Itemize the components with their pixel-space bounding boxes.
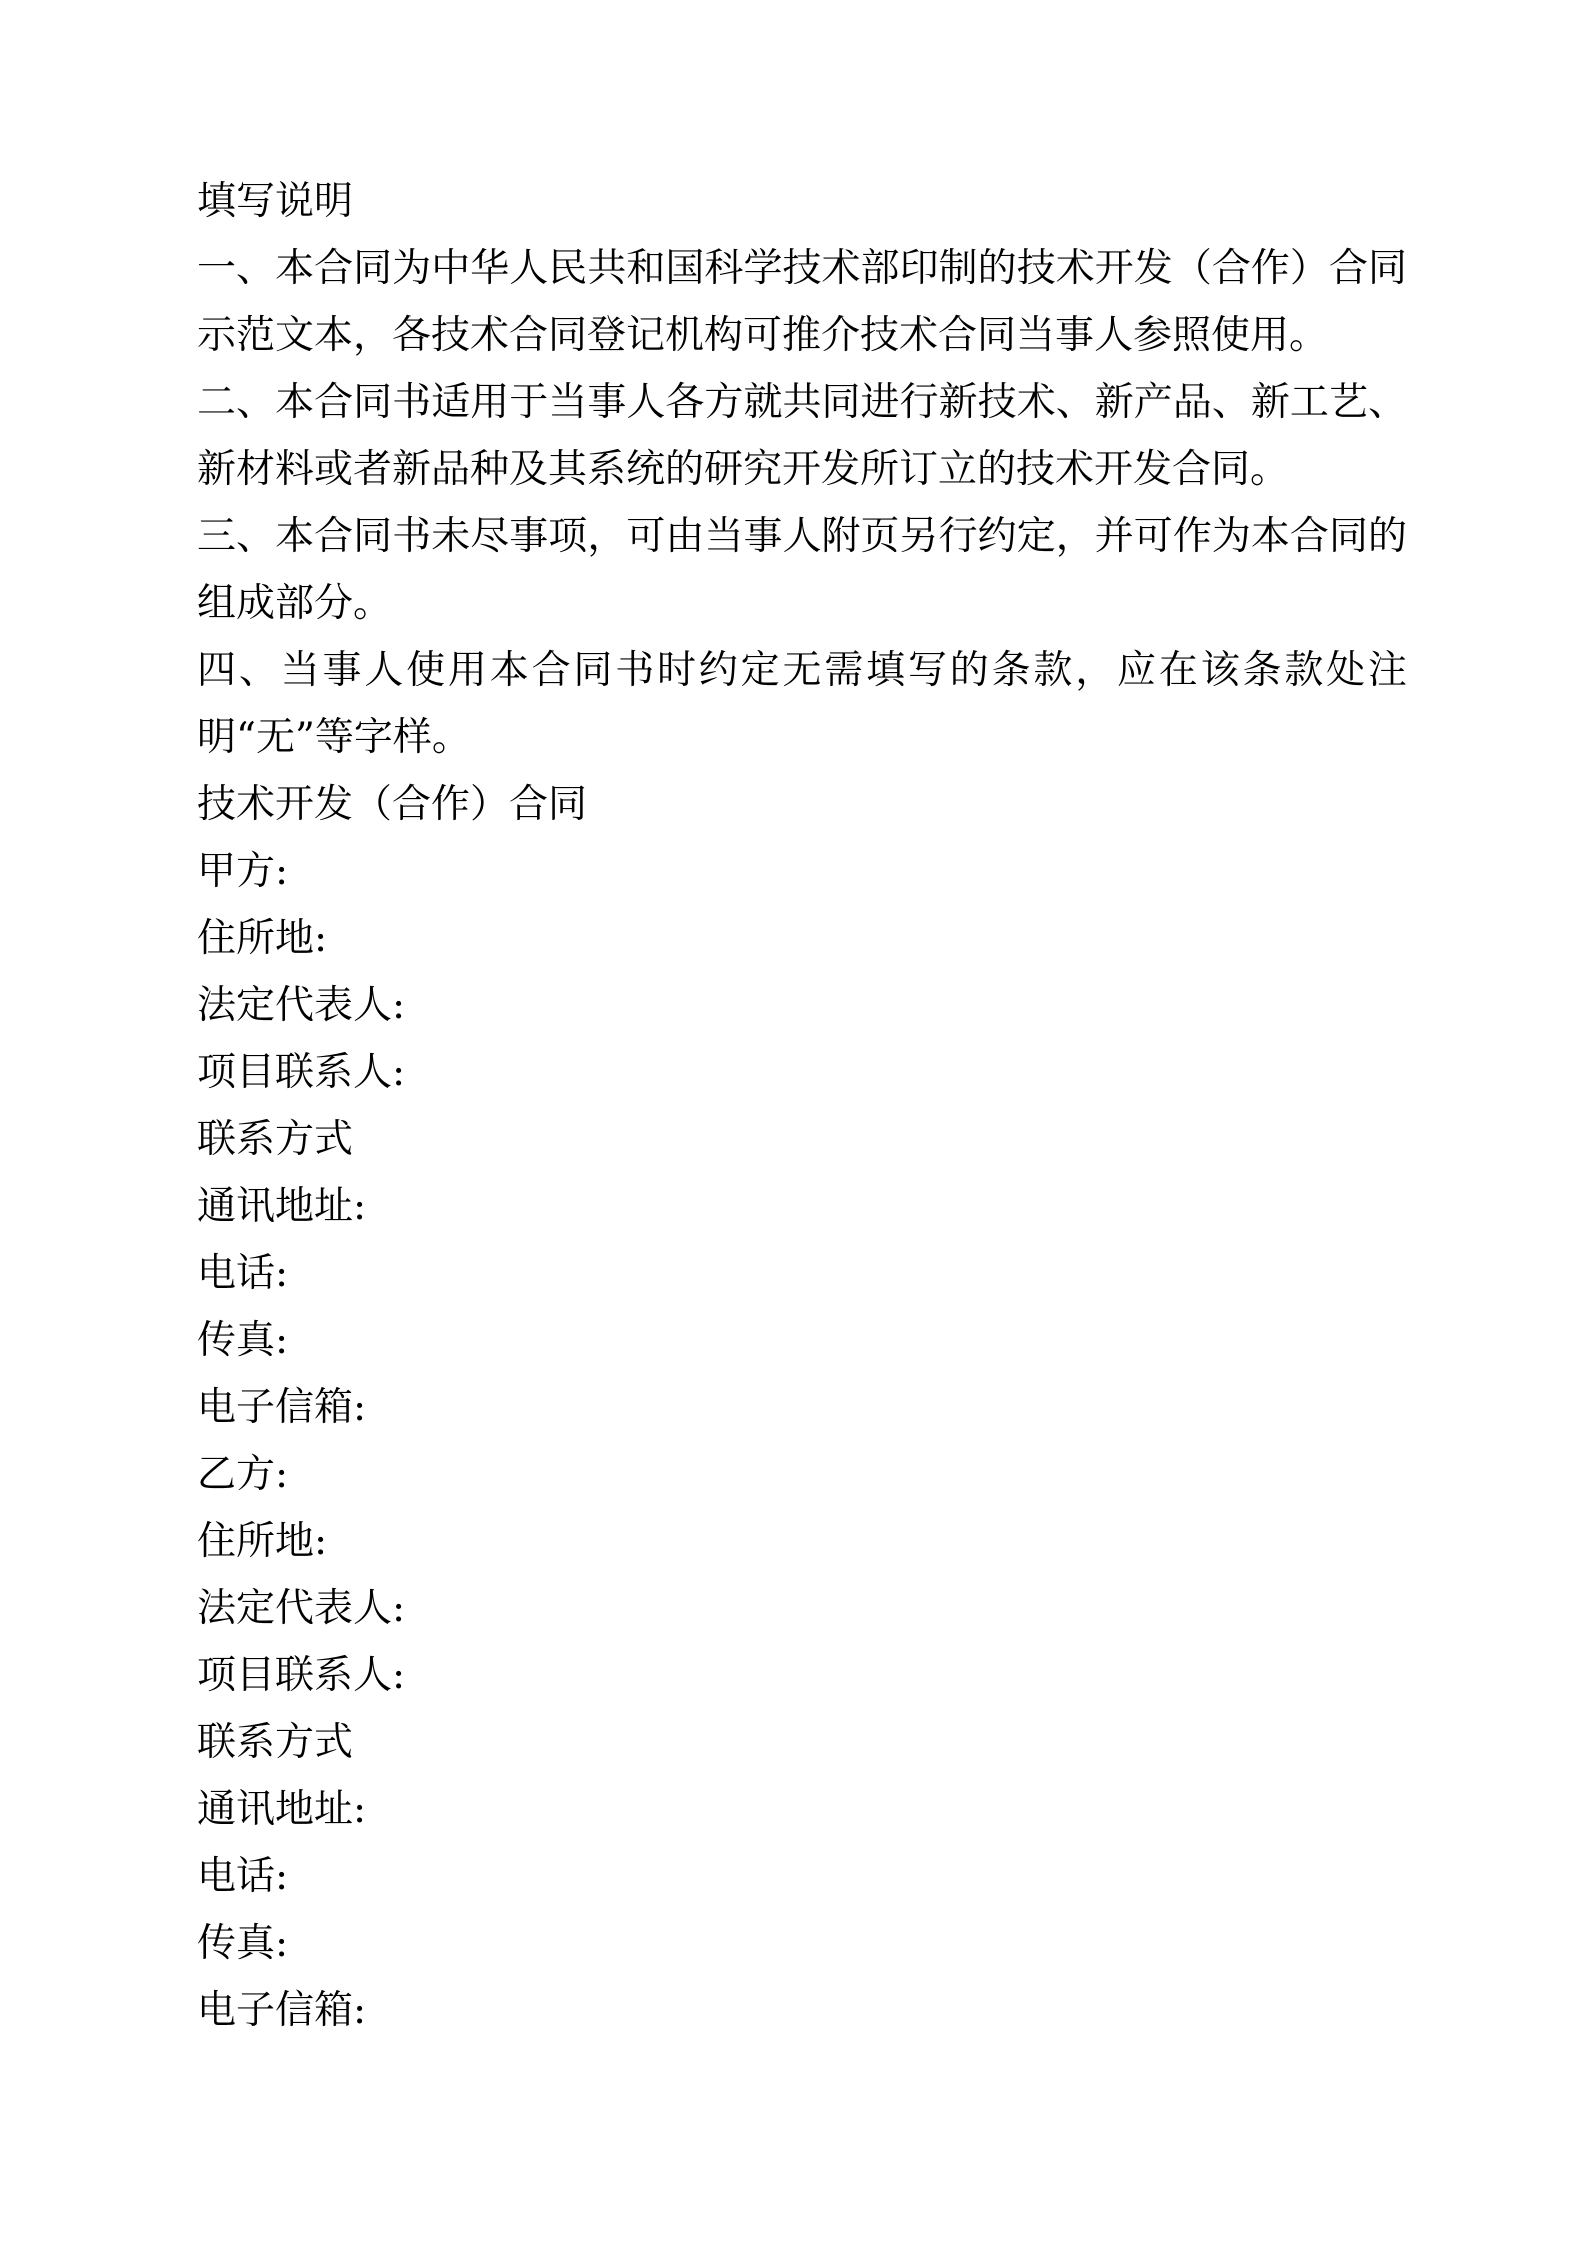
party-a-email-label: 电子信箱: [197, 1385, 367, 1430]
party-b-fax-label: 传真: [197, 1921, 289, 1966]
party-a-phone-label: 电话: [197, 1251, 289, 1296]
party-b-phone-label: 电话: [197, 1854, 289, 1899]
party-b-contact-method-label: 联系方式 [197, 1720, 354, 1765]
party-a-mail-address-label: 通讯地址: [197, 1184, 367, 1229]
party-a-contact-method-label: 联系方式 [197, 1117, 354, 1162]
party-a-legal-rep-label: 法定代表人: [197, 983, 406, 1028]
party-a-address-label: 住所地: [197, 916, 328, 961]
instructions-heading: 填写说明 [197, 179, 354, 224]
party-a-contact-person-label: 项目联系人: [197, 1050, 406, 1095]
instruction-item-4: 四、当事人使用本合同书时约定无需填写的条款，应在该条款处注明“无”等字样。 [197, 648, 1407, 760]
instruction-item-1: 一、本合同为中华人民共和国科学技术部印制的技术开发（合作）合同示范文本，各技术合同登记机构可推介技术合同当事人参照使用。 [197, 246, 1407, 358]
instruction-item-3: 三、本合同书未尽事项，可由当事人附页另行约定，并可作为本合同的组成部分。 [197, 514, 1407, 626]
party-b-section [197, 1441, 1407, 2044]
party-a-fax-label: 传真: [197, 1318, 289, 1363]
document-page [197, 168, 1407, 2044]
party-b-mail-address-label: 通讯地址: [197, 1787, 367, 1832]
party-a-name-label: 甲方: [197, 849, 289, 894]
party-a-section [197, 838, 1407, 1441]
instruction-item-2: 二、本合同书适用于当事人各方就共同进行新技术、新产品、新工艺、新材料或者新品种及其系统的研究开发所订立的技术开发合同。 [197, 380, 1407, 492]
party-b-address-label: 住所地: [197, 1519, 328, 1564]
party-b-contact-person-label: 项目联系人: [197, 1653, 406, 1698]
party-b-email-label: 电子信箱: [197, 1988, 367, 2033]
contract-title: 技术开发（合作）合同 [197, 782, 588, 827]
party-b-legal-rep-label: 法定代表人: [197, 1586, 406, 1631]
party-b-name-label: 乙方: [197, 1452, 289, 1497]
